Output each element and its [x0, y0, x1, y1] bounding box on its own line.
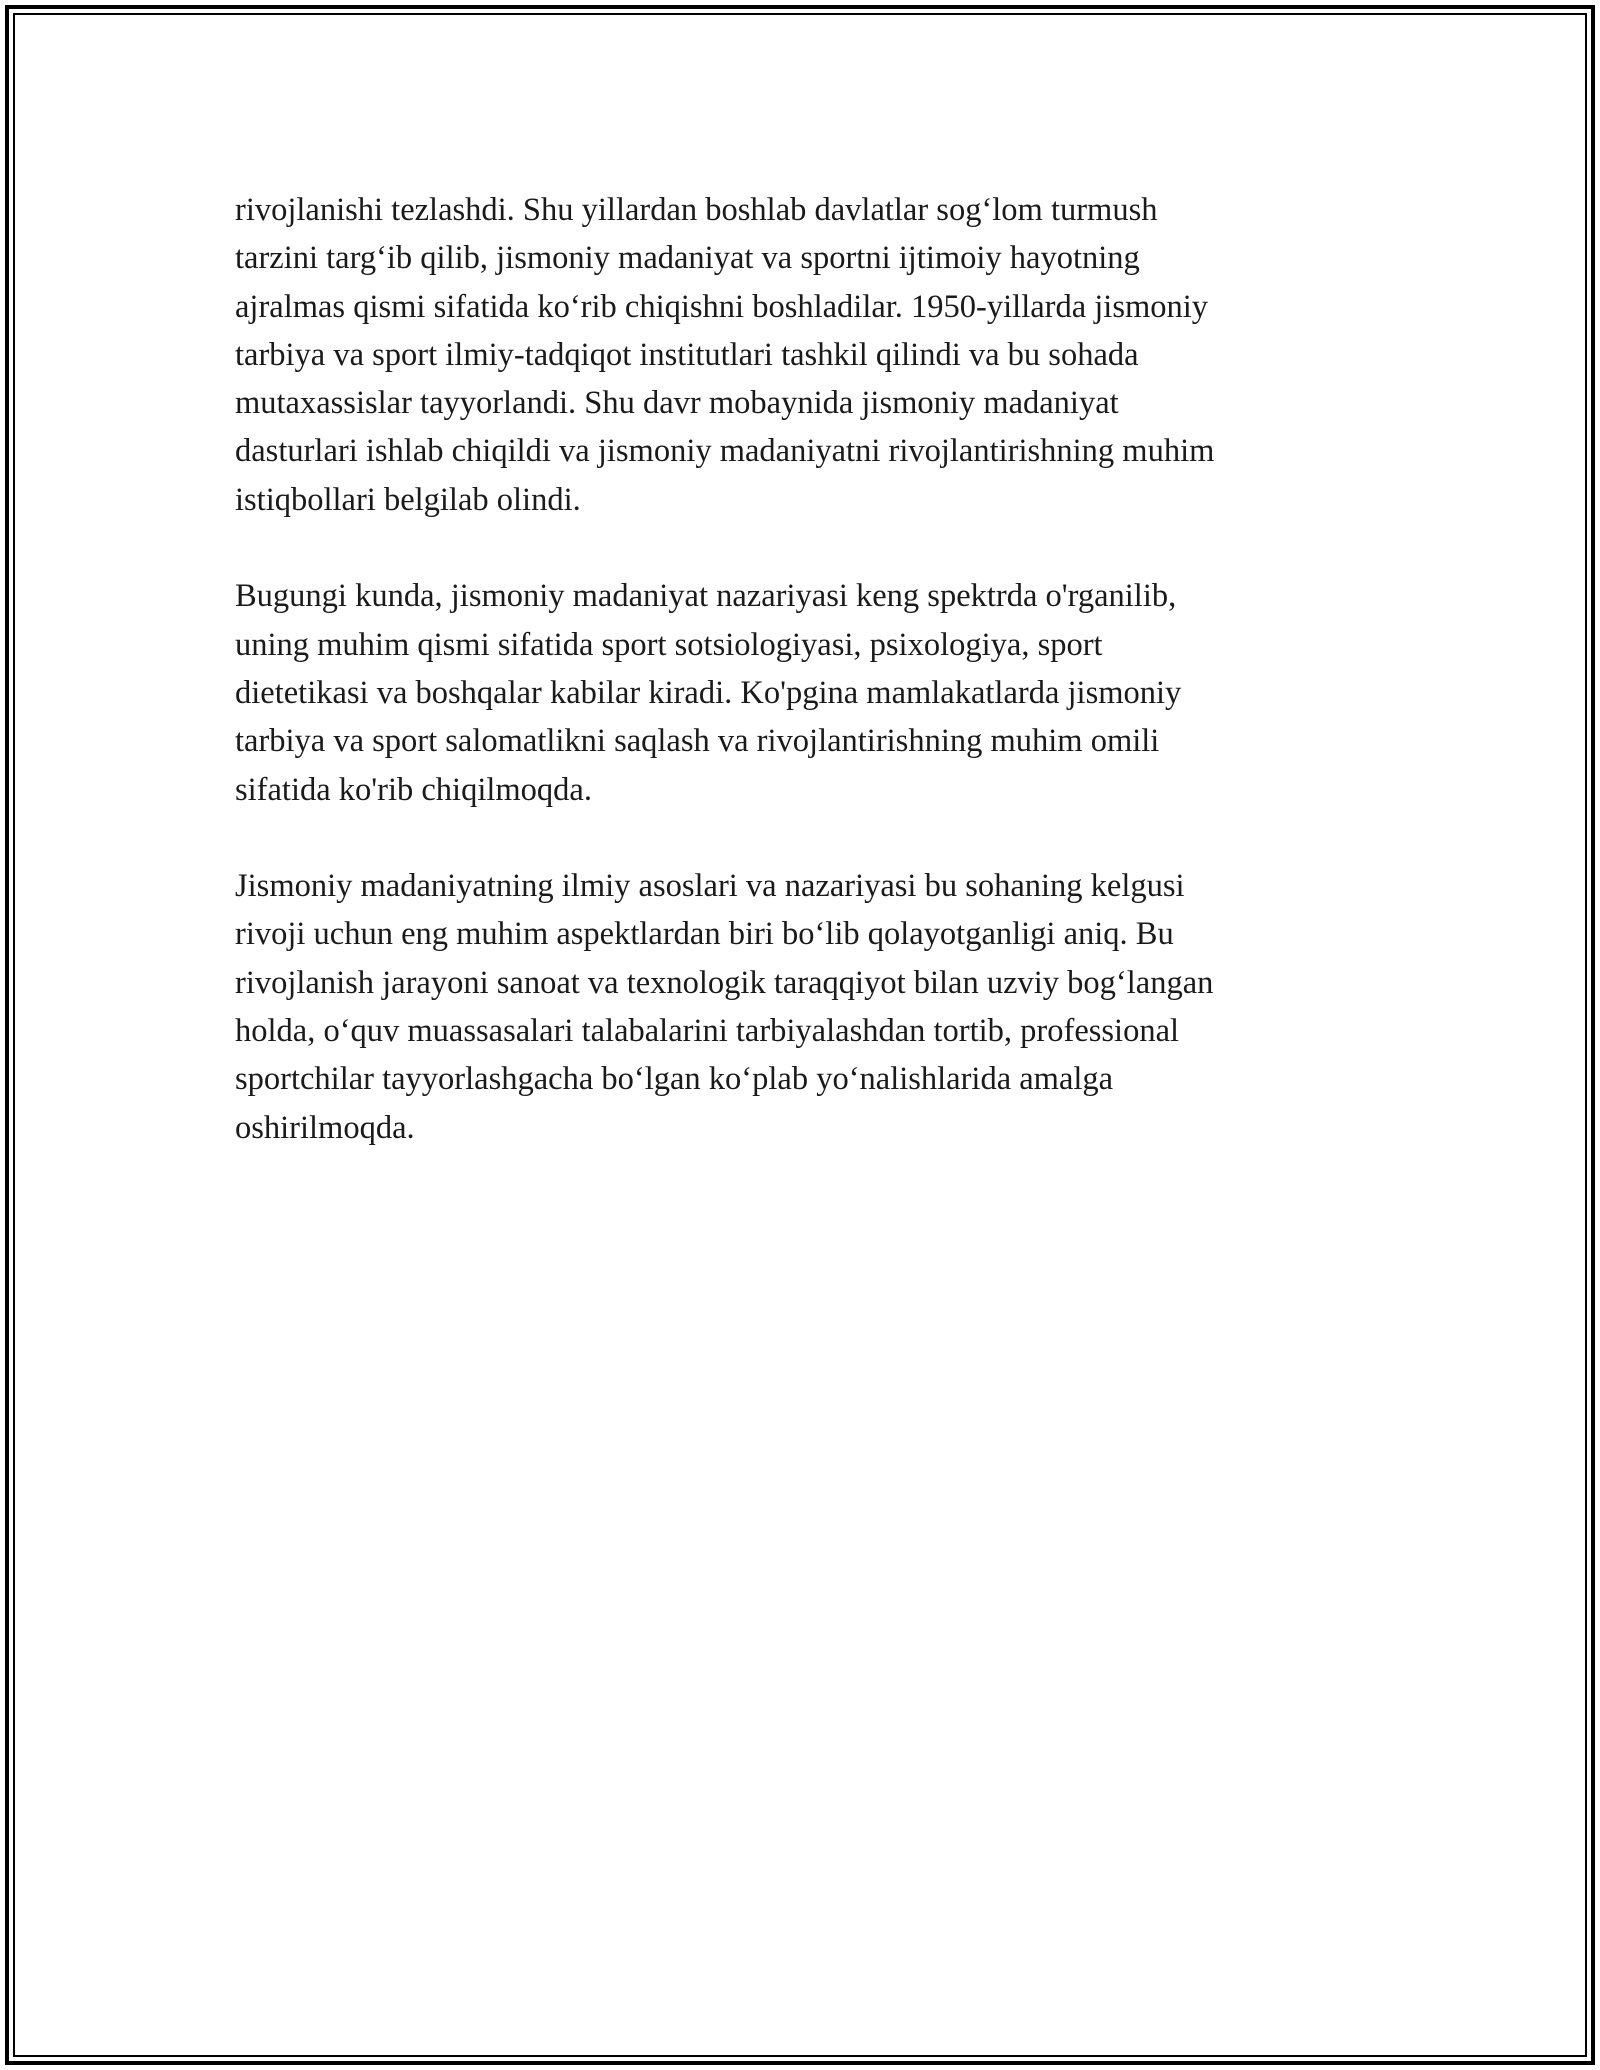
text-line: tarbiya va sport ilmiy-tadqiqot institutlari tashkil qilindi va bu sohada: [235, 336, 1139, 373]
text-line: holda, o‘quv muassasalari talabalarini tarbiyalashdan tortib, professional: [235, 1013, 1180, 1050]
text-line: oshirilmoqda.: [235, 1109, 415, 1146]
text-line: ajralmas qismi sifatida ko‘rib chiqishni boshladilar. 1950-yillarda jismoniy: [235, 288, 1209, 325]
text-line: sifatida ko'rib chiqilmoqda.: [235, 771, 592, 808]
text-line: rivoji uchun eng muhim aspektlardan biri bo‘lib qolayotganligi aniq. Bu: [235, 916, 1174, 953]
paragraph-1: [235, 186, 1365, 524]
text-line: dietetikasi va boshqalar kabilar kiradi. Ko'pgina mamlakatlarda jismoniy: [235, 674, 1182, 711]
text-line: tarbiya va sport salomatlikni saqlash va rivojlantirishning muhim omili: [235, 723, 1160, 760]
text-line: rivojlanishi tezlashdi. Shu yillardan boshlab davlatlar sog‘lom turmush: [235, 192, 1158, 228]
text-line: uning muhim qismi sifatida sport sotsiologiyasi, psixologiya, sport: [235, 626, 1103, 663]
text-line: dasturlari ishlab chiqildi va jismoniy madaniyatni rivojlantirishning muhim: [235, 433, 1215, 470]
document-body: [235, 186, 1365, 1200]
text-line: rivojlanish jarayoni sanoat va texnologik taraqqiyot bilan uzviy bog‘langan: [235, 964, 1214, 1001]
text-line: tarzini targ‘ib qilib, jismoniy madaniyat va sportni ijtimoiy hayotning: [235, 240, 1140, 277]
paragraph-3: [235, 862, 1365, 1152]
paragraph-2: [235, 572, 1365, 813]
text-line: Jismoniy madaniyatning ilmiy asoslari va nazariyasi bu sohaning kelgusi: [235, 868, 1185, 905]
text-line: Bugungi kunda, jismoniy madaniyat nazariyasi keng spektrda o'rganilib,: [235, 578, 1177, 615]
text-line: mutaxassislar tayyorlandi. Shu davr mobaynida jismoniy madaniyat: [235, 385, 1119, 422]
text-line: sportchilar tayyorlashgacha bo‘lgan ko‘plab yo‘nalishlarida amalga: [235, 1061, 1114, 1098]
text-line: istiqbollari belgilab olindi.: [235, 481, 581, 518]
